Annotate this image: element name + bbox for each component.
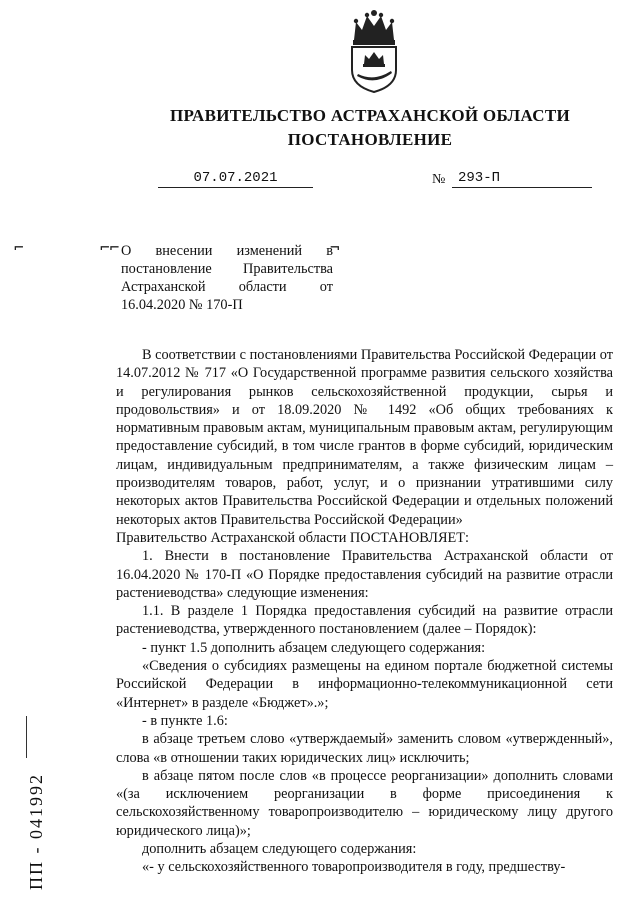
document-subject: О внесении изменений в постановление Правительства Астраханской области от 16.04.2020 № 170-П (121, 243, 333, 313)
body-paragraph: в абзаце третьем слово «утверждаемый» заменить словом «утвержденный», слова «в отношении таких юридических лиц» исключить; (116, 731, 613, 766)
side-registration-code (4, 716, 48, 890)
corner-mark-subject-left: ⌐⌐ (100, 238, 120, 257)
coat-of-arms-emblem (348, 10, 400, 94)
organization-name: ПРАВИТЕЛЬСТВО АСТРАХАНСКОЙ ОБЛАСТИ (170, 106, 570, 125)
corner-mark-subject-right: ¬ (330, 238, 340, 257)
side-code-text: ПП - 041992 (26, 773, 46, 890)
body-paragraph: Правительство Астраханской области ПОСТАНОВЛЯЕТ: (116, 529, 469, 546)
document-date: 07.07.2021 (158, 170, 313, 188)
document-number: 293-П (452, 170, 592, 188)
document-type: ПОСТАНОВЛЕНИЕ (287, 130, 453, 149)
body-paragraph: В соответствии с постановлениями Правительства Российской Федерации от 14.07.2012 № 717 «О Государственной программе развития сельского хозяйства и регулирования рынков сельскохозяйственной продукции, сырья и продовольствия» и от 18.09.2020 № 1492 «Об общих требованиях к нормативным правовым актам, муниципальным правовым актам, регулирующим предоставление субсидий, в том числе грантов в форме субсидий, юридическим лицам, индивидуальным предпринимателям, а также физическим лицам – производителям товаров, работ, услуг, и о признании утратившими силу некоторых актов Правительства Российской Федерации и отдельных положений некоторых актов Правительства Российской Федерации» (116, 347, 613, 528)
body-paragraph: «- у сельскохозяйственного товаропроизводителя в году, предшеству- (142, 859, 566, 876)
body-paragraph: 1.1. В разделе 1 Порядка предоставления субсидий на развитие отрасли растениеводства, утвержденного постановлением (далее – Порядок): (116, 603, 613, 638)
document-body (116, 346, 613, 877)
corner-mark-left: ⌐ (14, 238, 24, 257)
number-label: № (432, 172, 446, 187)
body-paragraph: 1. Внести в постановление Правительства Астраханской области от 16.04.2020 № 170-П «О Порядке предоставления субсидий на развитие отрасли растениеводства» следующие изменения: (116, 548, 613, 601)
body-paragraph: в абзаце пятом после слов «в процессе реорганизации» дополнить словами «(за исключением реорганизации в форме присоединения к сельскохозяйственному товаропроизводителю – юридическому лицу другого юридического лица)»; (116, 767, 613, 839)
body-paragraph: дополнить абзацем следующего содержания: (142, 841, 417, 858)
body-paragraph: - в пункте 1.6: (142, 712, 228, 729)
body-paragraph: - пункт 1.5 дополнить абзацем следующего содержания: (142, 639, 486, 656)
body-paragraph: «Сведения о субсидиях размещены на едином портале бюджетной системы Российской Федерации в информационно-телекоммуникационной сети «Интернет» в разделе «Бюджет».»; (116, 658, 613, 711)
